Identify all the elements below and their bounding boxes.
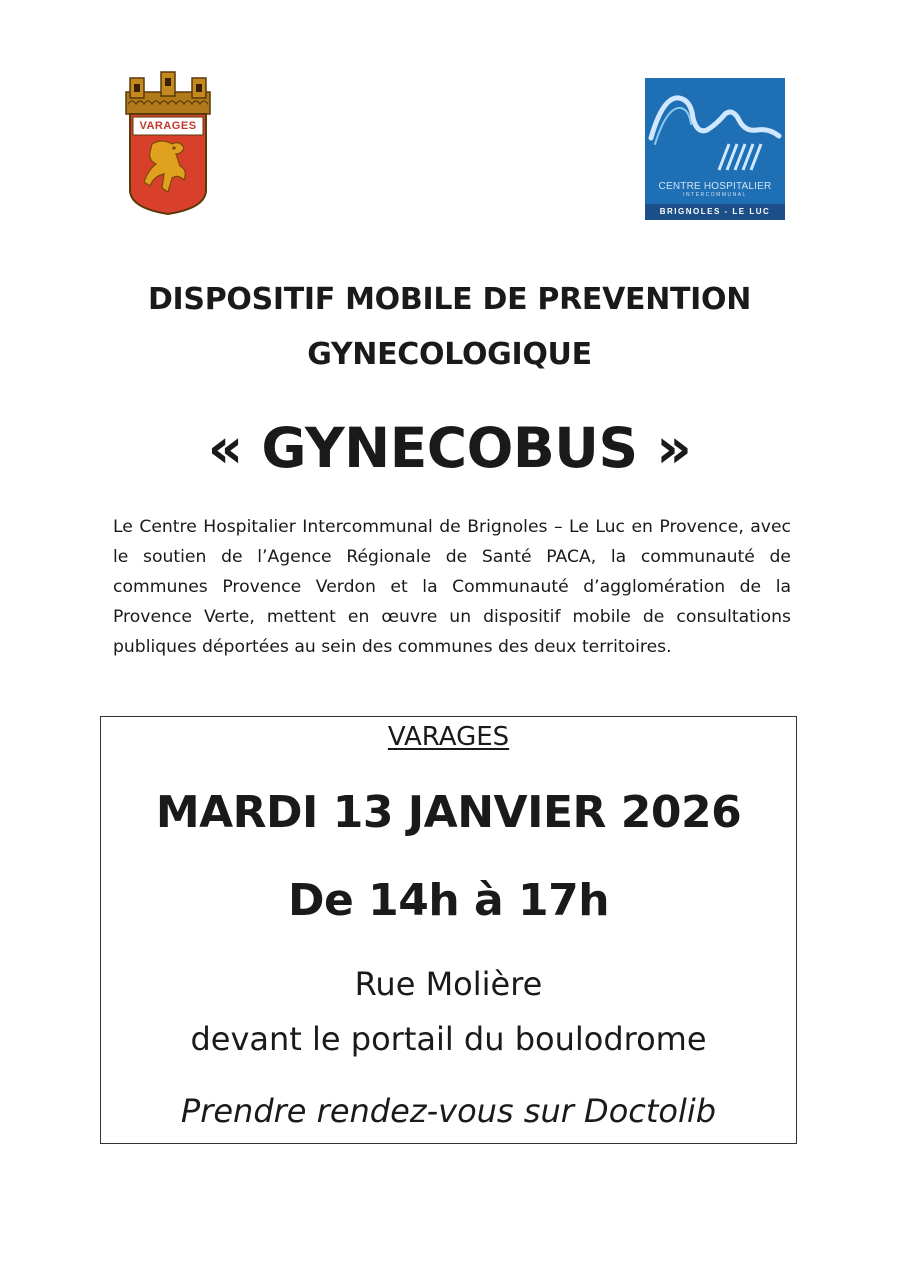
event-hours: De 14h à 17h (287, 875, 610, 926)
coat-of-arms-icon (122, 70, 214, 216)
intro-paragraph: Le Centre Hospitalier Intercommunal de Brignoles – Le Luc en Provence, avec le soutien de l’Agence Régionale de Santé PACA, la communauté de communes Provence Verdon et la Communauté d’agglomération de la Provence Verte, mettent en œuvre un dispositif mobile de consultations publiques déportées au sein des communes des deux territoires. (113, 517, 791, 657)
crest-label: VARAGES (139, 120, 197, 132)
hospital-name: CENTRE HOSPITALIER (658, 181, 772, 192)
hospital-logo (645, 78, 785, 220)
event-box (100, 716, 797, 1144)
hospital-subname: INTERCOMMUNAL (683, 192, 747, 198)
hospital-city: BRIGNOLES - LE LUC (645, 204, 785, 220)
event-date: MARDI 13 JANVIER 2026 (155, 787, 742, 838)
event-booking: Prendre rendez-vous sur Doctolib (180, 1092, 717, 1130)
event-street: Rue Molière (354, 965, 543, 1003)
event-place: VARAGES (387, 722, 510, 752)
page-title-line2: GYNECOLOGIQUE (307, 337, 592, 372)
varages-coat-of-arms (122, 70, 214, 216)
page-title-line1: DISPOSITIF MOBILE DE PREVENTION (147, 282, 752, 317)
brand-title: « GYNECOBUS » (207, 416, 692, 480)
hospital-wave-icon (645, 78, 785, 182)
event-location: devant le portail du boulodrome (190, 1020, 707, 1058)
